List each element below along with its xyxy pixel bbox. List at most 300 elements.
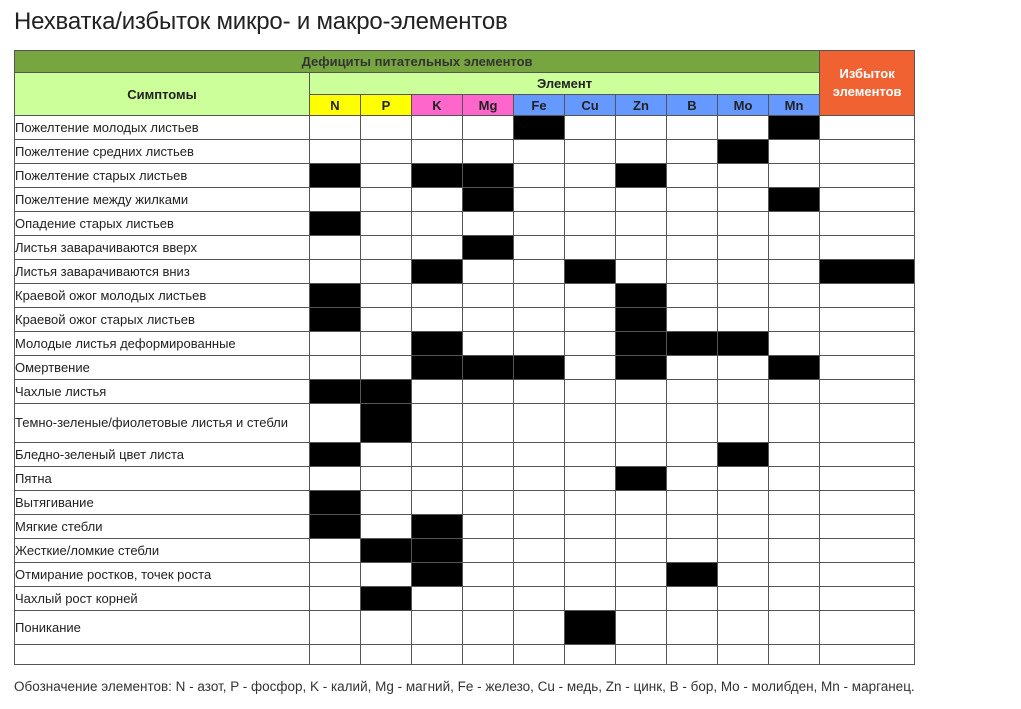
- empty-cell: [616, 404, 667, 443]
- excess-cell: [820, 212, 915, 236]
- empty-cell: [565, 587, 616, 611]
- empty-cell: [463, 645, 514, 665]
- empty-cell: [361, 356, 412, 380]
- empty-cell: [463, 260, 514, 284]
- legend: Обозначение элементов: N - азот, P - фосфор, K - калий, Mg - магний, Fe - железо, Cu - медь, Zn - цинк, B - бор, Mo - молибден, Mn - марганец.: [14, 679, 915, 694]
- table-row: [15, 491, 915, 515]
- marked-cell-p: [361, 404, 412, 443]
- marked-cell-mg: [463, 236, 514, 260]
- symptoms-header: Симптомы: [15, 73, 310, 116]
- empty-cell: [412, 236, 463, 260]
- excess-cell: [820, 611, 915, 645]
- table-row: [15, 515, 915, 539]
- empty-cell: [412, 308, 463, 332]
- empty-cell: [718, 164, 769, 188]
- empty-cell: [463, 380, 514, 404]
- empty-cell: [310, 188, 361, 212]
- empty-cell: [310, 260, 361, 284]
- marked-cell-zn: [616, 284, 667, 308]
- symptom-label: Бледно-зеленый цвет листа: [15, 443, 310, 467]
- empty-cell: [718, 611, 769, 645]
- symptom-label: Пожелтение молодых листьев: [15, 116, 310, 140]
- empty-cell: [769, 491, 820, 515]
- marked-cell-n: [310, 284, 361, 308]
- empty-cell: [667, 116, 718, 140]
- marked-cell-zn: [616, 356, 667, 380]
- table-row: [15, 539, 915, 563]
- marked-cell-mo: [718, 443, 769, 467]
- symptom-label: Молодые листья деформированные: [15, 332, 310, 356]
- element-mo: Mo: [718, 95, 769, 116]
- marked-cell-mn: [769, 188, 820, 212]
- empty-cell: [718, 356, 769, 380]
- marked-cell-p: [361, 380, 412, 404]
- marked-cell-zn: [616, 164, 667, 188]
- empty-cell: [514, 236, 565, 260]
- empty-cell: [412, 140, 463, 164]
- excess-cell: [820, 443, 915, 467]
- table-row: [15, 236, 915, 260]
- empty-cell: [514, 212, 565, 236]
- marked-cell-cu: [565, 611, 616, 645]
- empty-cell: [514, 443, 565, 467]
- empty-cell: [667, 284, 718, 308]
- empty-cell: [463, 116, 514, 140]
- table-row: [15, 611, 915, 645]
- marked-cell-b: [667, 332, 718, 356]
- empty-cell: [412, 443, 463, 467]
- table-row: [15, 645, 915, 665]
- excess-cell: [820, 404, 915, 443]
- empty-cell: [616, 260, 667, 284]
- empty-cell: [565, 467, 616, 491]
- empty-cell: [718, 587, 769, 611]
- empty-cell: [514, 611, 565, 645]
- empty-cell: [667, 611, 718, 645]
- element-mn: Mn: [769, 95, 820, 116]
- empty-cell: [361, 284, 412, 308]
- empty-cell: [565, 491, 616, 515]
- empty-cell: [565, 515, 616, 539]
- marked-cell-zn: [616, 332, 667, 356]
- element-fe: Fe: [514, 95, 565, 116]
- empty-cell: [514, 188, 565, 212]
- empty-cell: [769, 260, 820, 284]
- empty-cell: [310, 539, 361, 563]
- empty-cell: [769, 332, 820, 356]
- empty-cell: [718, 491, 769, 515]
- marked-cell-n: [310, 515, 361, 539]
- table-row: [15, 284, 915, 308]
- marked-cell-k: [412, 164, 463, 188]
- empty-cell: [718, 515, 769, 539]
- empty-cell: [616, 539, 667, 563]
- table-row: [15, 563, 915, 587]
- marked-cell-n: [310, 443, 361, 467]
- empty-cell: [361, 443, 412, 467]
- symptom-label: Пожелтение старых листьев: [15, 164, 310, 188]
- empty-cell: [463, 611, 514, 645]
- empty-cell: [667, 356, 718, 380]
- empty-cell: [514, 260, 565, 284]
- table-row: [15, 140, 915, 164]
- element-mg: Mg: [463, 95, 514, 116]
- empty-cell: [361, 116, 412, 140]
- empty-cell: [616, 491, 667, 515]
- empty-cell: [310, 404, 361, 443]
- symptom-label: Опадение старых листьев: [15, 212, 310, 236]
- excess-cell: [820, 116, 915, 140]
- empty-cell: [514, 491, 565, 515]
- table-row: [15, 212, 915, 236]
- empty-cell: [769, 236, 820, 260]
- empty-cell: [361, 645, 412, 665]
- symptom-label: Листья заварачиваются вниз: [15, 260, 310, 284]
- empty-cell: [463, 212, 514, 236]
- empty-cell: [565, 308, 616, 332]
- empty-cell: [667, 645, 718, 665]
- empty-cell: [412, 611, 463, 645]
- empty-cell: [514, 380, 565, 404]
- empty-cell: [310, 332, 361, 356]
- empty-cell: [412, 404, 463, 443]
- empty-cell: [769, 539, 820, 563]
- empty-cell: [310, 356, 361, 380]
- element-header: Элемент: [310, 73, 820, 95]
- empty-cell: [616, 212, 667, 236]
- element-n: N: [310, 95, 361, 116]
- excess-cell: [820, 587, 915, 611]
- empty-cell: [463, 332, 514, 356]
- symptom-label: Пятна: [15, 467, 310, 491]
- symptom-label: Мягкие стебли: [15, 515, 310, 539]
- empty-cell: [310, 563, 361, 587]
- marked-cell-n: [310, 308, 361, 332]
- empty-cell: [565, 236, 616, 260]
- empty-cell: [514, 539, 565, 563]
- empty-cell: [616, 515, 667, 539]
- empty-cell: [616, 188, 667, 212]
- empty-cell: [718, 404, 769, 443]
- empty-cell: [769, 380, 820, 404]
- marked-cell-mg: [463, 356, 514, 380]
- excess-cell: [820, 515, 915, 539]
- empty-cell: [514, 164, 565, 188]
- empty-cell: [718, 563, 769, 587]
- empty-cell: [463, 308, 514, 332]
- deficits-header: Дефициты питательных элементов: [15, 51, 820, 73]
- marked-cell-n: [310, 491, 361, 515]
- marked-cell-p: [361, 587, 412, 611]
- empty-cell: [514, 587, 565, 611]
- empty-cell: [718, 284, 769, 308]
- empty-cell: [616, 563, 667, 587]
- empty-cell: [769, 404, 820, 443]
- excess-cell: [820, 356, 915, 380]
- empty-cell: [361, 332, 412, 356]
- empty-cell: [667, 587, 718, 611]
- empty-cell: [718, 308, 769, 332]
- empty-cell: [769, 587, 820, 611]
- marked-cell-mg: [463, 164, 514, 188]
- empty-cell: [616, 140, 667, 164]
- empty-cell: [769, 467, 820, 491]
- empty-cell: [667, 491, 718, 515]
- empty-cell: [463, 467, 514, 491]
- empty-cell: [565, 563, 616, 587]
- marked-cell-k: [412, 260, 463, 284]
- excess-cell: [820, 164, 915, 188]
- marked-cell-fe: [514, 116, 565, 140]
- empty-cell: [667, 515, 718, 539]
- excess-cell: [820, 563, 915, 587]
- symptom-label: Краевой ожог старых листьев: [15, 308, 310, 332]
- empty-cell: [361, 308, 412, 332]
- empty-cell: [718, 116, 769, 140]
- empty-cell: [718, 467, 769, 491]
- empty-cell: [412, 645, 463, 665]
- empty-cell: [565, 380, 616, 404]
- empty-cell: [310, 611, 361, 645]
- empty-cell: [565, 443, 616, 467]
- empty-cell: [514, 404, 565, 443]
- empty-cell: [463, 587, 514, 611]
- empty-cell: [667, 404, 718, 443]
- element-p: P: [361, 95, 412, 116]
- empty-cell: [361, 212, 412, 236]
- empty-cell: [412, 212, 463, 236]
- excess-cell: [820, 236, 915, 260]
- empty-cell: [361, 260, 412, 284]
- symptom-label: Пожелтение средних листьев: [15, 140, 310, 164]
- empty-cell: [361, 563, 412, 587]
- empty-cell: [361, 467, 412, 491]
- empty-cell: [463, 140, 514, 164]
- empty-cell: [565, 645, 616, 665]
- empty-cell: [514, 563, 565, 587]
- symptom-label: Отмирание ростков, точек роста: [15, 563, 310, 587]
- table-row: [15, 164, 915, 188]
- table-row: [15, 467, 915, 491]
- empty-cell: [412, 284, 463, 308]
- empty-cell: [565, 332, 616, 356]
- symptom-label: Чахлые листья: [15, 380, 310, 404]
- empty-cell: [616, 443, 667, 467]
- page-title: Нехватка/избыток микро- и макро-элементов: [14, 8, 508, 35]
- marked-cell-n: [310, 212, 361, 236]
- marked-cell-mg: [463, 188, 514, 212]
- excess-cell: [820, 308, 915, 332]
- marked-cell-mn: [769, 116, 820, 140]
- symptom-label: [15, 645, 310, 665]
- empty-cell: [718, 380, 769, 404]
- empty-cell: [361, 188, 412, 212]
- empty-cell: [769, 611, 820, 645]
- excess-cell: [820, 539, 915, 563]
- marked-cell-k: [412, 332, 463, 356]
- empty-cell: [769, 515, 820, 539]
- empty-cell: [769, 443, 820, 467]
- empty-cell: [667, 539, 718, 563]
- marked-cell-fe: [514, 356, 565, 380]
- empty-cell: [463, 284, 514, 308]
- excess-cell: [820, 140, 915, 164]
- empty-cell: [565, 404, 616, 443]
- empty-cell: [616, 645, 667, 665]
- empty-cell: [565, 212, 616, 236]
- empty-cell: [718, 236, 769, 260]
- empty-cell: [361, 515, 412, 539]
- empty-cell: [616, 587, 667, 611]
- table-row: [15, 404, 915, 443]
- table-row: [15, 188, 915, 212]
- empty-cell: [667, 467, 718, 491]
- element-zn: Zn: [616, 95, 667, 116]
- marked-cell-cu: [565, 260, 616, 284]
- symptom-label: Листья заварачиваются вверх: [15, 236, 310, 260]
- marked-cell-k: [412, 539, 463, 563]
- empty-cell: [565, 356, 616, 380]
- symptom-label: Поникание: [15, 611, 310, 645]
- empty-cell: [769, 212, 820, 236]
- excess-cell: [820, 380, 915, 404]
- empty-cell: [463, 404, 514, 443]
- empty-cell: [565, 116, 616, 140]
- marked-cell-n: [310, 380, 361, 404]
- empty-cell: [667, 188, 718, 212]
- symptom-label: Вытягивание: [15, 491, 310, 515]
- empty-cell: [361, 611, 412, 645]
- empty-cell: [310, 116, 361, 140]
- element-k: K: [412, 95, 463, 116]
- marked-cell-p: [361, 539, 412, 563]
- excess-cell: [820, 467, 915, 491]
- empty-cell: [412, 491, 463, 515]
- empty-cell: [565, 284, 616, 308]
- excess-cell: [820, 188, 915, 212]
- empty-cell: [667, 380, 718, 404]
- excess-cell: [820, 284, 915, 308]
- empty-cell: [463, 539, 514, 563]
- empty-cell: [769, 164, 820, 188]
- excess-cell: [820, 491, 915, 515]
- empty-cell: [310, 645, 361, 665]
- empty-cell: [514, 467, 565, 491]
- element-cu: Cu: [565, 95, 616, 116]
- marked-cell-zn: [616, 467, 667, 491]
- symptom-label: Жесткие/ломкие стебли: [15, 539, 310, 563]
- empty-cell: [463, 443, 514, 467]
- empty-cell: [769, 645, 820, 665]
- table-row: [15, 380, 915, 404]
- marked-cell-excess: [820, 260, 915, 284]
- marked-cell-b: [667, 563, 718, 587]
- empty-cell: [361, 491, 412, 515]
- marked-cell-mo: [718, 332, 769, 356]
- empty-cell: [718, 212, 769, 236]
- excess-cell: [820, 645, 915, 665]
- empty-cell: [310, 236, 361, 260]
- empty-cell: [718, 260, 769, 284]
- marked-cell-n: [310, 164, 361, 188]
- empty-cell: [565, 539, 616, 563]
- empty-cell: [412, 380, 463, 404]
- table-row: [15, 443, 915, 467]
- empty-cell: [514, 308, 565, 332]
- table-row: [15, 260, 915, 284]
- empty-cell: [667, 212, 718, 236]
- empty-cell: [412, 188, 463, 212]
- marked-cell-zn: [616, 308, 667, 332]
- empty-cell: [616, 611, 667, 645]
- empty-cell: [667, 164, 718, 188]
- empty-cell: [514, 645, 565, 665]
- empty-cell: [718, 188, 769, 212]
- empty-cell: [667, 308, 718, 332]
- empty-cell: [616, 236, 667, 260]
- element-b: B: [667, 95, 718, 116]
- empty-cell: [718, 645, 769, 665]
- marked-cell-k: [412, 356, 463, 380]
- empty-cell: [667, 443, 718, 467]
- empty-cell: [514, 515, 565, 539]
- empty-cell: [361, 140, 412, 164]
- empty-cell: [412, 467, 463, 491]
- empty-cell: [514, 284, 565, 308]
- marked-cell-mn: [769, 356, 820, 380]
- table-row: [15, 332, 915, 356]
- excess-header: Избыток элементов: [820, 51, 915, 116]
- empty-cell: [769, 140, 820, 164]
- empty-cell: [361, 236, 412, 260]
- marked-cell-mo: [718, 140, 769, 164]
- symptom-label: Краевой ожог молодых листьев: [15, 284, 310, 308]
- table-row: [15, 308, 915, 332]
- empty-cell: [565, 164, 616, 188]
- table-row: [15, 116, 915, 140]
- empty-cell: [412, 116, 463, 140]
- empty-cell: [463, 491, 514, 515]
- empty-cell: [769, 563, 820, 587]
- symptom-label: Чахлый рост корней: [15, 587, 310, 611]
- empty-cell: [769, 308, 820, 332]
- empty-cell: [361, 164, 412, 188]
- empty-cell: [310, 467, 361, 491]
- empty-cell: [667, 140, 718, 164]
- empty-cell: [616, 116, 667, 140]
- table-row: [15, 356, 915, 380]
- symptom-label: Омертвение: [15, 356, 310, 380]
- empty-cell: [667, 236, 718, 260]
- empty-cell: [769, 284, 820, 308]
- empty-cell: [310, 140, 361, 164]
- empty-cell: [310, 587, 361, 611]
- marked-cell-k: [412, 563, 463, 587]
- empty-cell: [514, 140, 565, 164]
- empty-cell: [463, 563, 514, 587]
- empty-cell: [565, 140, 616, 164]
- excess-cell: [820, 332, 915, 356]
- empty-cell: [514, 332, 565, 356]
- symptom-label: Пожелтение между жилками: [15, 188, 310, 212]
- marked-cell-k: [412, 515, 463, 539]
- table-row: [15, 587, 915, 611]
- empty-cell: [667, 260, 718, 284]
- empty-cell: [463, 515, 514, 539]
- empty-cell: [718, 539, 769, 563]
- empty-cell: [565, 188, 616, 212]
- empty-cell: [412, 587, 463, 611]
